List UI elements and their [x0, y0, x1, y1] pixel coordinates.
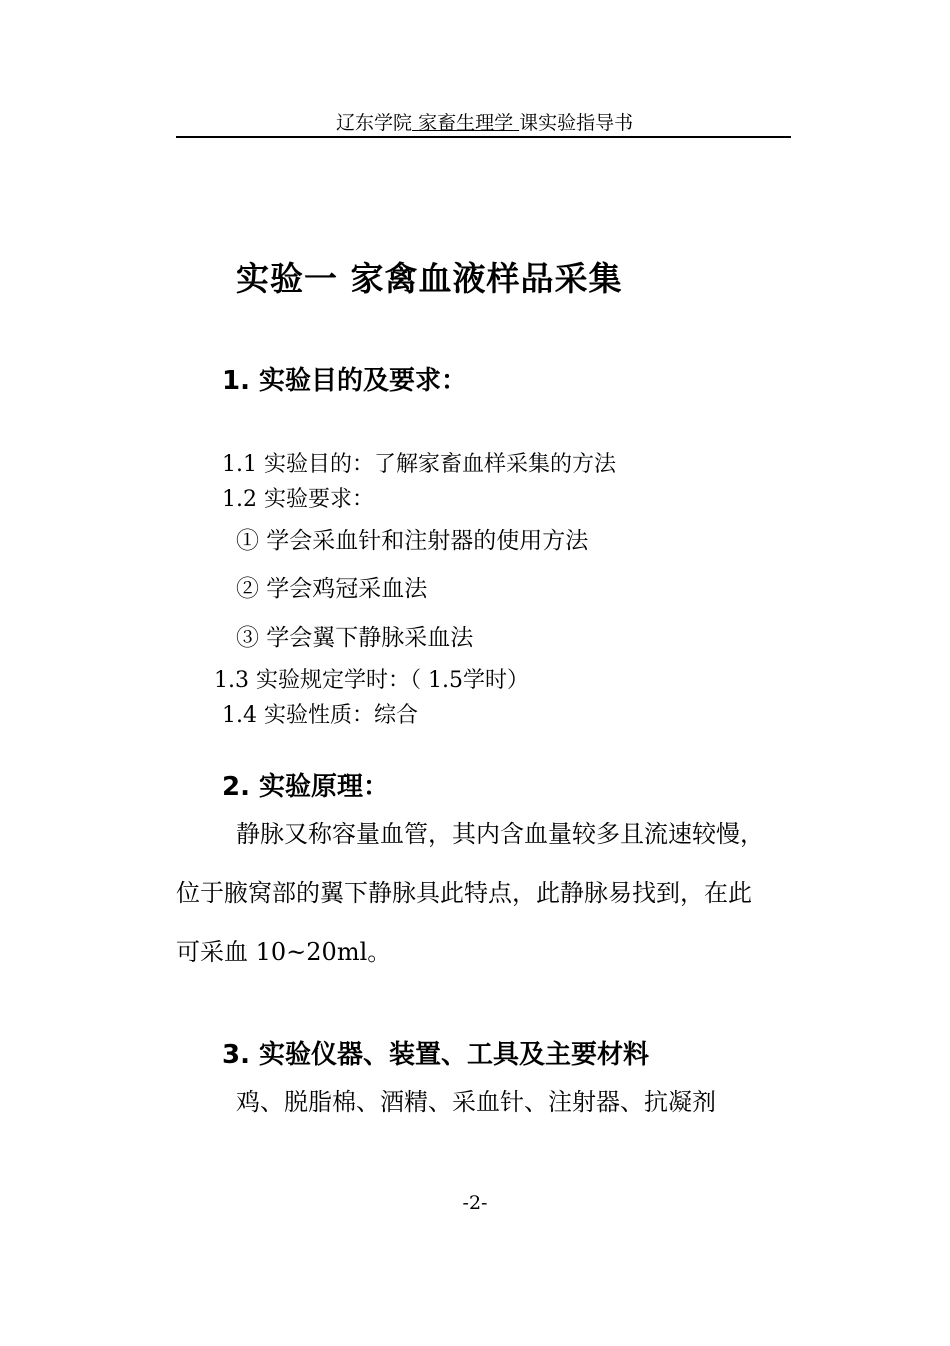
materials-text: 鸡、脱脂棉、酒精、采血针、注射器、抗凝剂	[236, 1088, 716, 1116]
requirement-item: 1.2 实验要求：	[222, 487, 374, 512]
purpose-item: 1.1 实验目的：了解家畜血样采集的方法	[222, 452, 616, 477]
principle-line: 静脉又称容量血管，其内含血量较多且流速较慢，	[236, 820, 764, 848]
header-course: 家畜生理学	[418, 112, 514, 134]
page-number: -2-	[462, 1192, 488, 1214]
requirement-list-item: ① 学会采血针和注射器的使用方法	[236, 528, 589, 554]
header-text	[336, 108, 633, 135]
nature-item: 1.4 实验性质：综合	[222, 703, 418, 728]
section-heading-purpose: 1. 实验目的及要求：	[222, 366, 468, 396]
section-heading-materials: 3. 实验仪器、装置、工具及主要材料	[222, 1040, 650, 1070]
principle-line: 位于腋窝部的翼下静脉具此特点，此静脉易找到，在此	[176, 879, 752, 907]
hours-item: 1.3 实验规定学时：（ 1.5学时）	[214, 668, 529, 693]
requirement-list-item: ③ 学会翼下静脉采血法	[236, 625, 474, 651]
principle-line: 可采血 10~20ml。	[176, 938, 392, 966]
page-title: 实验一 家禽血液样品采集	[236, 259, 623, 298]
header-prefix: 辽东学院	[336, 112, 413, 134]
page-header	[176, 106, 791, 138]
section-heading-principle: 2. 实验原理：	[222, 772, 390, 802]
requirement-list-item: ② 学会鸡冠采血法	[236, 576, 428, 602]
header-suffix: 课实验指导书	[519, 112, 634, 134]
